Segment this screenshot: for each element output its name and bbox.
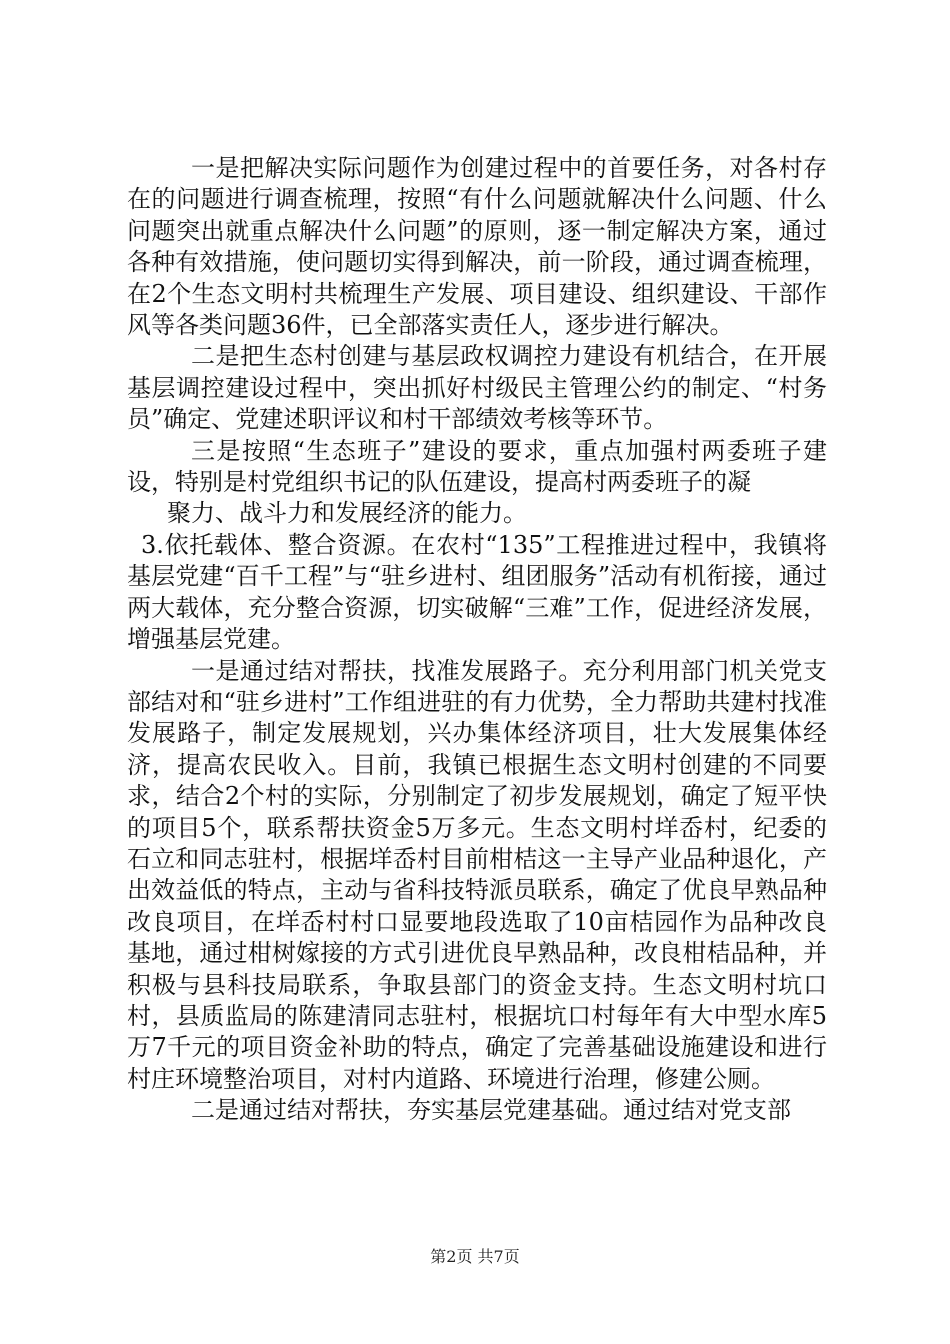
page-number-footer: 第2页 共7页 — [430, 1247, 520, 1266]
paragraph-governance: 二是把生态村创建与基层政权调控力建设有机结合，在开展基层调控建设过程中，突出抓好村级民主管理公约的制定、“村务员”确定、党建述职评议和村干部绩效考核等环节。 — [127, 342, 827, 434]
paragraph-section-3: 3.依托载体、整合资源。在农村“135”工程推进过程中，我镇将基层党建“百千工程”与“驻乡进村、组团服务”活动有机衔接，通过两大载体，充分整合资源，切实破解“三难”工作，促进经济发展，增强基层党建。 — [127, 530, 827, 654]
paragraph-team-building-cont: 聚力、战斗力和发展经济的能力。 — [167, 499, 527, 528]
document-body — [127, 153, 827, 1127]
paragraph-pairing-party: 二是通过结对帮扶，夯实基层党建基础。通过结对党支部 — [191, 1096, 791, 1125]
paragraph-pairing-development: 一是通过结对帮扶，找准发展路子。充分利用部门机关党支部结对和“驻乡进村”工作组进驻的有力优势，全力帮助共建村找准发展路子，制定发展规划，兴办集体经济项目，壮大发展集体经济，提高农民收入。目前，我镇已根据生态文明村创建的不同要求，结合2个村的实际，分别制定了初步发展规划，确定了短平快的项目5个，联系帮扶资金5万多元。生态文明村垟岙村，纪委的石立和同志驻村，根据垟岙村目前柑桔这一主导产业品种退化，产出效益低的特点，主动与省科技特派员联系，确定了优良早熟品种改良项目，在垟岙村村口显要地段选取了10亩桔园作为品种改良基地，通过柑树嫁接的方式引进优良早熟品种，改良柑桔品种，并积极与县科技局联系，争取县部门的资金支持。生态文明村坑口村，县质监局的陈建清同志驻村，根据坑口村每年有大中型水库5万7千元的项目资金补助的特点，确定了完善基础设施建设和进行村庄环境整治项目，对村内道路、环境进行治理，修建公厕。 — [127, 656, 827, 1093]
paragraph-problem-solving: 一是把解决实际问题作为创建过程中的首要任务，对各村存在的问题进行调查梳理，按照“有什么问题就解决什么问题、什么问题突出就重点解决什么问题”的原则，逐一制定解决方案，通过各种有效措施，使问题切实得到解决，前一阶段，通过调查梳理，在2个生态文明村共梳理生产发展、项目建设、组织建设、干部作风等各类问题36件，已全部落实责任人，逐步进行解决。 — [127, 154, 827, 340]
paragraph-team-building: 三是按照“生态班子”建设的要求，重点加强村两委班子建设，特别是村党组织书记的队伍建设，提高村两委班子的凝 — [127, 436, 827, 497]
